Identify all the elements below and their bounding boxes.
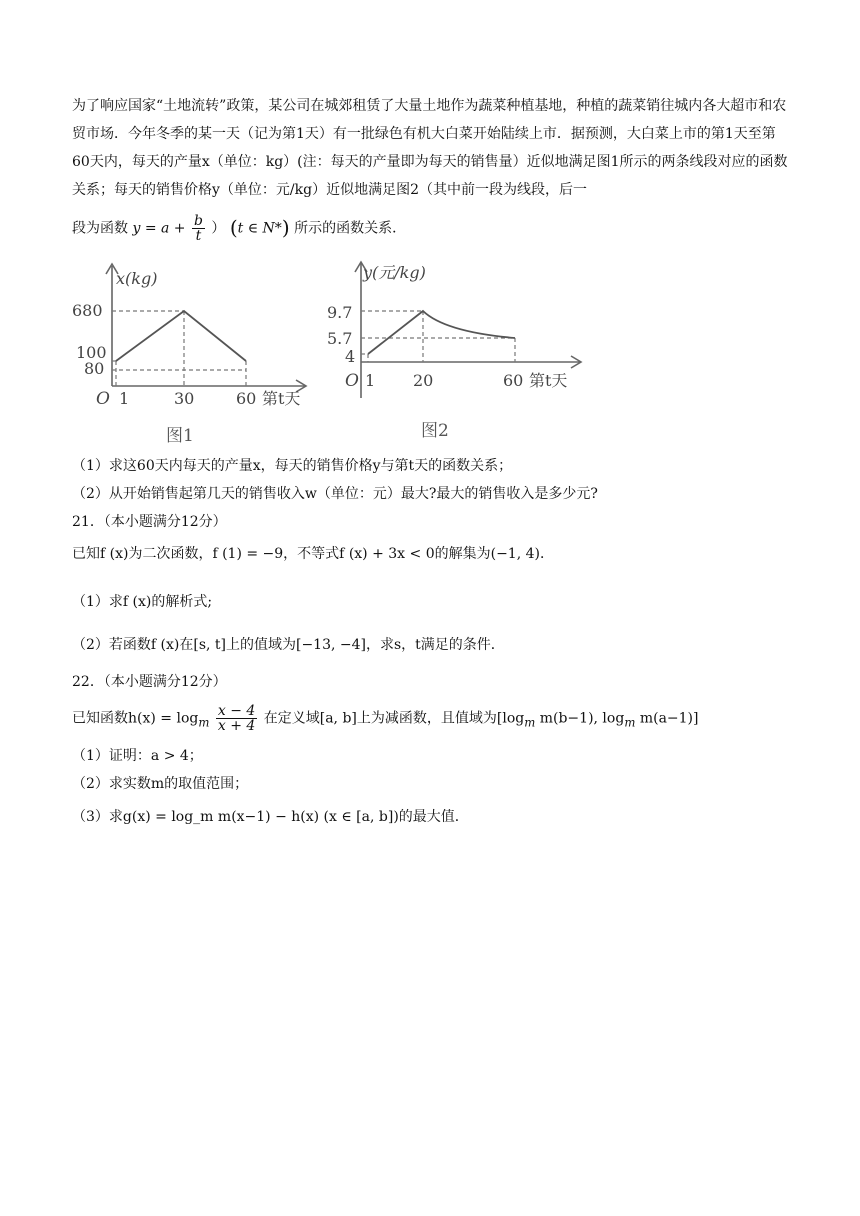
fig1-x-tick-60: 60 <box>236 389 257 408</box>
fig2-y-tick-4: 4 <box>345 347 356 366</box>
fig2-x-tick-60: 60 <box>503 371 524 390</box>
fig1-x-tick-30: 30 <box>174 389 195 408</box>
q20-part1: （1）求这60天内每天的产量x，每天的销售价格y与第t天的函数关系； <box>72 458 513 474</box>
intro-formula: y = a + <box>132 220 186 237</box>
fig2-x-tick-20: 20 <box>413 371 434 390</box>
q22-frac-den: x + 4 <box>217 718 256 734</box>
fig1-x-axis-label: 第t天 <box>262 389 301 408</box>
frac-num: b <box>193 213 203 229</box>
fig2-origin: O <box>345 371 359 391</box>
intro-fraction <box>192 214 205 243</box>
fig1-y-tick-80: 80 <box>84 359 105 378</box>
fig1-y-tick-100: 100 <box>76 343 107 362</box>
q22-part1: （1）证明：a > 4； <box>72 748 203 764</box>
q22-stem-end: m(a−1)] <box>639 710 699 727</box>
q22-stem-mid: m(b−1), log <box>539 710 625 727</box>
q22-log-base-2: m <box>524 715 536 730</box>
q22-part3: （3）求g(x) = log_m m(x−1) − h(x) (x ∈ [a, b])的最大值． <box>72 809 469 825</box>
fig2-y-tick-9.7: 9.7 <box>327 303 353 322</box>
q22-frac-num: x − 4 <box>217 703 256 719</box>
problem-20-stem <box>72 92 792 204</box>
fig2-x-tick-1: 1 <box>365 371 376 390</box>
fig1-y-tick-680: 680 <box>72 301 103 320</box>
fig1-caption: 图1 <box>166 426 194 446</box>
fig2-y-tick-5.7: 5.7 <box>327 329 353 348</box>
q22-stem-suffix: 在定义域[a, b]上为减函数，且值域为[log <box>263 710 525 727</box>
fig1-origin: O <box>96 389 110 409</box>
q22-stem-prefix: 已知函数h(x) = log <box>72 710 199 727</box>
q22-log-base: m <box>198 715 210 730</box>
fig2-x-axis-label: 第t天 <box>529 371 568 390</box>
fig2-graph <box>368 311 515 354</box>
q21-part1: （1）求f (x)的解析式; <box>72 594 213 610</box>
q22-log-base-3: m <box>624 715 636 730</box>
fig1-x-tick-1: 1 <box>119 389 130 408</box>
fig1-y-axis-label: x(kg) <box>116 269 158 288</box>
frac-den: t <box>195 228 202 244</box>
q22-fraction <box>216 704 257 733</box>
q22-part2: （2）求实数m的取值范围； <box>72 776 249 792</box>
q21-stem: 已知f (x)为二次函数，f (1) = −9，不等式f (x) + 3x < 0的解集为(−1, 4)． <box>72 546 554 562</box>
intro-prefix: 段为函数 <box>72 220 128 237</box>
q20-part2: （2）从开始销售起第几天的销售收入w（单位：元）最大?最大的销售收入是多少元? <box>72 486 598 502</box>
figure-2 <box>325 258 595 448</box>
paren-close: ） <box>211 220 226 237</box>
intro-condition: t ∈ N* <box>237 220 282 237</box>
q22-stem <box>72 704 698 733</box>
intro-last-line: 段为函数 y = a + $\frac{b}{t}$ ） (t ∈ N*) 所示的函数关系． <box>72 213 407 244</box>
fig2-caption: 图2 <box>421 421 449 441</box>
intro-suffix: 所示的函数关系． <box>294 220 407 237</box>
q21-header: 21．（本小题满分12分） <box>72 514 227 530</box>
q21-part2: （2）若函数f (x)在[s, t]上的值域为[−13, −4]，求s，t满足的条件． <box>72 637 505 653</box>
q22-header: 22．（本小题满分12分） <box>72 674 227 690</box>
intro-text: 为了响应国家“土地流转”政策，某公司在城郊租赁了大量土地作为蔬菜种植基地，种植的蔬菜销往城内各大超市和农贸市场．今年冬季的某一天（记为第1天）有一批绿色有机大白菜开始陆续上市．据预测，大白菜上市的第1天至第60天内，每天的产量x（单位：kg）(注：每天的产量即为每天的销售量）近似地满足图1所示的两条线段对应的函数关系；每天的销售价格y（单位：元/kg）近似地满足图2（其中前一段为线段，后一 <box>72 98 788 198</box>
figure-1 <box>60 258 320 448</box>
fig1-graph <box>116 311 246 361</box>
fig2-y-axis-label: y(元/kg) <box>363 263 426 282</box>
